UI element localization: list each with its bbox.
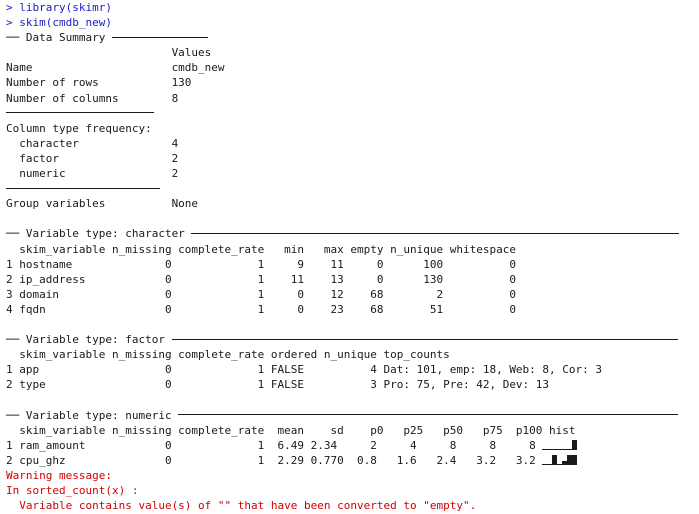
- data-summary-header-line: [6, 30, 696, 45]
- histogram-ram-amount: [542, 439, 577, 450]
- column-type-numeric: numeric 2: [6, 167, 179, 181]
- r-console-output[interactable]: [6, 0, 696, 513]
- numeric-table-header: skim_variable n_missing complete_rate mean sd p0 p25 p50 p75 p100 hist: [6, 423, 576, 437]
- numeric-section-divider: [178, 414, 678, 415]
- summary-row-rows: Number of rows 130: [6, 76, 192, 90]
- blank-line: [6, 317, 696, 332]
- factor-section-divider: [172, 339, 678, 340]
- warning-message-source: In sorted_count(x) :: [6, 484, 139, 497]
- warning-message-detail: Variable contains value(s) of "" that have been converted to "empty".: [6, 499, 477, 513]
- summary-separator: [6, 112, 154, 113]
- character-section-header-line: [6, 226, 696, 241]
- character-table-header: skim_variable n_missing complete_rate min max empty n_unique whitespace: [6, 242, 516, 256]
- numeric-row-ram-amount: [6, 438, 696, 453]
- histogram-bar: [572, 455, 577, 465]
- factor-row-app: 1 app 0 1 FALSE 4 Dat: 101, emp: 18, Web: 8, Cor: 3: [6, 363, 603, 377]
- summary-values-header: Values: [6, 46, 212, 60]
- histogram-cpu-ghz: [542, 454, 577, 465]
- factor-table-header: skim_variable n_missing complete_rate ordered n_unique top_counts: [6, 348, 450, 362]
- character-section-divider: [191, 233, 679, 234]
- blank-line: [6, 211, 696, 226]
- summary-row-name: Name cmdb_new: [6, 61, 225, 75]
- character-row-domain: 3 domain 0 1 0 12 68 2 0: [6, 287, 516, 301]
- character-row-ip-address: 2 ip_address 0 1 11 13 0 130 0: [6, 272, 516, 286]
- group-separator-line: [6, 181, 696, 196]
- warning-message-title: Warning message:: [6, 468, 112, 482]
- column-type-factor: factor 2: [6, 151, 179, 165]
- numeric-row-cpu-ghz: [6, 453, 696, 468]
- blank-line: [6, 392, 696, 407]
- factor-section-header: ── Variable type: factor: [6, 333, 172, 347]
- factor-section-header-line: [6, 332, 696, 347]
- character-row-fqdn: 4 fqdn 0 1 0 23 68 51 0: [6, 302, 516, 316]
- numeric-row-ram-amount-text: 1 ram_amount 0 1 6.49 2.34 2 4 8 8 8: [6, 438, 543, 452]
- command-line-library: > library(skimr): [6, 1, 112, 14]
- group-separator: [6, 188, 160, 189]
- group-variables-row: Group variables None: [6, 197, 199, 211]
- numeric-section-header-line: [6, 408, 696, 423]
- histogram-bar: [572, 440, 577, 450]
- character-row-hostname: 1 hostname 0 1 9 11 0 100 0: [6, 257, 516, 271]
- summary-separator-line: [6, 106, 696, 121]
- column-type-character: character 4: [6, 136, 179, 150]
- column-type-header: Column type frequency:: [6, 121, 152, 135]
- numeric-section-header: ── Variable type: numeric: [6, 408, 179, 422]
- summary-row-columns: Number of columns 8: [6, 91, 179, 105]
- character-section-header: ── Variable type: character: [6, 227, 192, 241]
- data-summary-header: ── Data Summary: [6, 31, 112, 45]
- data-summary-divider: [112, 37, 208, 38]
- factor-row-type: 2 type 0 1 FALSE 3 Pro: 75, Pre: 42, Dev: 13: [6, 378, 550, 392]
- numeric-row-cpu-ghz-text: 2 cpu_ghz 0 1 2.29 0.770 0.8 1.6 2.4 3.2 3.2: [6, 453, 543, 467]
- command-line-skim: > skim(cmdb_new): [6, 16, 112, 30]
